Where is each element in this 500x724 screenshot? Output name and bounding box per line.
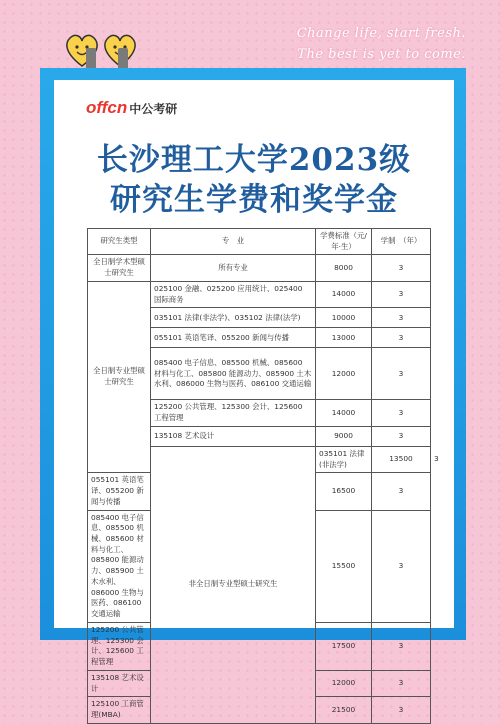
fee-cell: 8000 (316, 255, 372, 281)
years-cell: 3 (372, 308, 431, 328)
major-cell: 085400 电子信息、085500 机械、085600 材料与化工、085800 能源动力、085900 土木水利、086000 生物与医药、086100 交通运输 (151, 348, 316, 400)
years-cell: 3 (372, 697, 431, 723)
logo-cn: 中公考研 (129, 102, 178, 116)
tuition-table (87, 228, 431, 724)
years-cell: 3 (372, 400, 431, 426)
years-cell: 3 (372, 328, 431, 348)
header-fee: 学费标准（元/年·生） (316, 229, 372, 255)
slogan-line-2: The best is yet to come. (297, 47, 466, 62)
years-cell: 3 (372, 348, 431, 400)
table-row (88, 255, 431, 281)
fee-cell: 13500 (372, 446, 431, 472)
slogan-line-1: Change life, start fresh. (296, 26, 466, 41)
major-cell: 025100 金融、025200 应用统计、025400 国际商务 (151, 281, 316, 307)
fee-cell: 10000 (316, 308, 372, 328)
major-cell: 035101 法律(非法学)、035102 法律(法学) (151, 308, 316, 328)
fee-cell: 14000 (316, 281, 372, 307)
years-cell: 3 (372, 622, 431, 670)
years-cell: 3 (372, 426, 431, 446)
group-type-cell: 非全日制专业型硕士研究生 (151, 446, 316, 723)
heart-icon (62, 30, 142, 70)
major-cell: 所有专业 (151, 255, 316, 281)
major-cell: 125100 工商管理(MBA) (88, 697, 151, 723)
years-cell: 3 (372, 281, 431, 307)
years-cell: 3 (372, 255, 431, 281)
offcn-logo (86, 98, 177, 118)
major-cell: 135108 艺术设计 (88, 670, 151, 696)
major-cell: 125200 公共管理、125300 会计、125600 工程管理 (88, 622, 151, 670)
group-type-cell: 全日制学术型硕士研究生 (88, 255, 151, 281)
logo-en: offcn (86, 98, 128, 117)
fee-cell: 16500 (316, 473, 372, 510)
major-cell: 125200 公共管理、125300 会计、125600 工程管理 (151, 400, 316, 426)
major-cell: 055101 英语笔译、055200 新闻与传播 (88, 473, 151, 510)
header-years: 学制 （年） (372, 229, 431, 255)
major-cell: 035101 法律(非法学) (316, 446, 372, 472)
header-major: 专 业 (151, 229, 316, 255)
years-cell: 3 (372, 473, 431, 510)
major-cell: 055101 英语笔译、055200 新闻与传播 (151, 328, 316, 348)
fee-cell: 12000 (316, 348, 372, 400)
header-type: 研究生类型 (88, 229, 151, 255)
fee-cell: 17500 (316, 622, 372, 670)
fee-cell: 13000 (316, 328, 372, 348)
fee-cell: 9000 (316, 426, 372, 446)
years-cell: 3 (372, 670, 431, 696)
fee-cell: 21500 (316, 697, 372, 723)
page-title-line-2: 研究生学费和奖学金 (110, 182, 398, 218)
fee-cell: 14000 (316, 400, 372, 426)
page-title-line-1: 长沙理工大学2023级 (96, 142, 412, 178)
group-type-cell: 全日制专业型硕士研究生 (88, 281, 151, 472)
major-cell: 135108 艺术设计 (151, 426, 316, 446)
table-row (88, 281, 431, 307)
major-cell: 085400 电子信息、085500 机械、085600 材料与化工、085800 能源动力、085900 土木水利、086000 生物与医药、086100 交通运输 (88, 510, 151, 622)
fee-cell: 12000 (316, 670, 372, 696)
table-header-row (88, 229, 431, 255)
fee-cell: 15500 (316, 510, 372, 622)
years-cell: 3 (372, 510, 431, 622)
